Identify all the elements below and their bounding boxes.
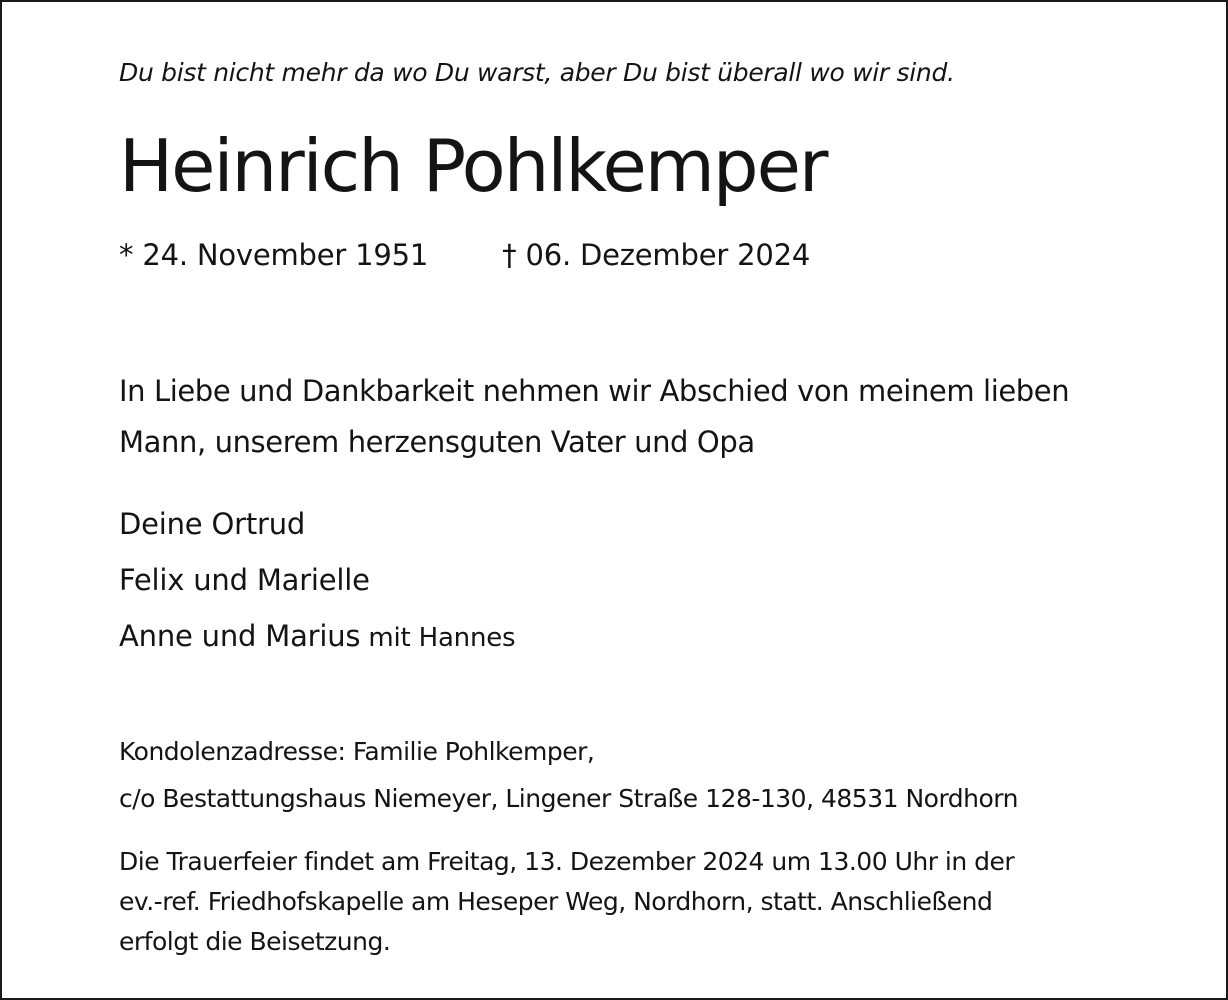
mourner-line-3-extra: mit Hannes — [360, 623, 516, 653]
mourner-line-3 — [119, 608, 515, 666]
farewell-line-2: Mann, unserem herzensguten Vater und Opa — [119, 425, 755, 459]
deceased-name: Heinrich Pohlkemper — [119, 124, 827, 208]
motto-quote: Du bist nicht mehr da wo Du warst, aber Du bist überall wo wir sind. — [119, 58, 955, 87]
farewell-text — [119, 366, 1069, 468]
mourner-line-3-main: Anne und Marius — [119, 619, 361, 653]
service-line-3: erfolgt die Beisetzung. — [119, 927, 391, 956]
birth-date: * 24. November 1951 — [119, 238, 429, 272]
condolence-address — [119, 728, 1018, 822]
mourner-line-1: Deine Ortrud — [119, 507, 306, 541]
farewell-line-1: In Liebe und Dankbarkeit nehmen wir Abschied von meinem lieben — [119, 374, 1070, 408]
life-dates — [119, 238, 810, 272]
service-line-2: ev.-ref. Friedhofskapelle am Heseper Weg, Nordhorn, statt. Anschließend — [119, 887, 993, 916]
funeral-service-info — [119, 842, 1014, 962]
service-line-1: Die Trauerfeier findet am Freitag, 13. Dezember 2024 um 13.00 Uhr in der — [119, 847, 1015, 876]
condolence-line-1: Kondolenzadresse: Familie Pohlkemper, — [119, 737, 595, 766]
condolence-line-2: c/o Bestattungshaus Niemeyer, Lingener Straße 128-130, 48531 Nordhorn — [119, 784, 1018, 813]
death-date: † 06. Dezember 2024 — [502, 238, 811, 272]
mourners-list — [119, 496, 515, 666]
mourner-line-2: Felix und Marielle — [119, 563, 370, 597]
